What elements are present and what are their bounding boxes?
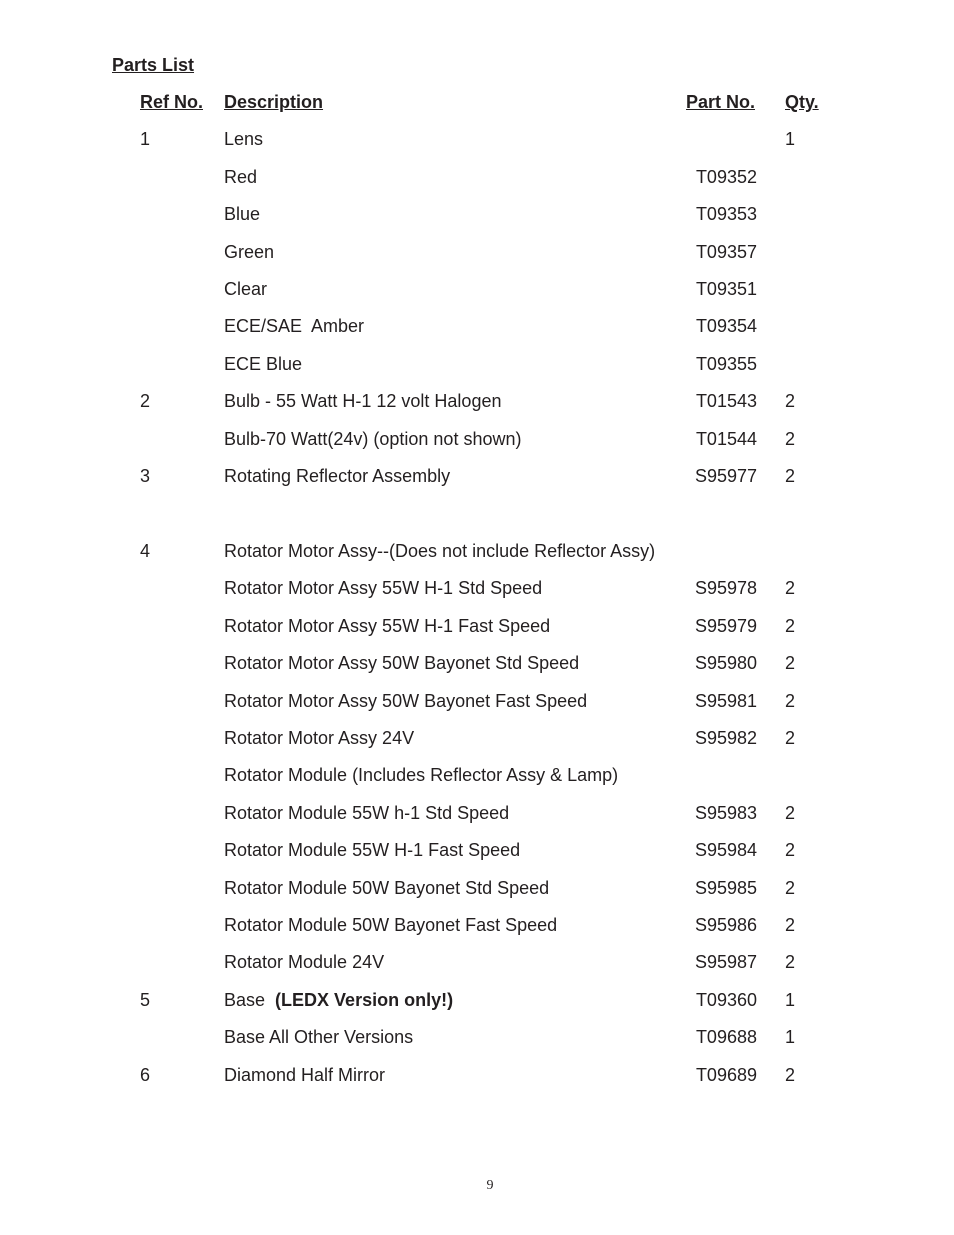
part-no: S95985 bbox=[694, 878, 757, 898]
description: Rotator Module 55W h-1 Std Speed bbox=[224, 803, 510, 823]
table-row bbox=[0, 727, 954, 749]
header-ref-no: Ref No. bbox=[140, 92, 203, 112]
ref-no: 6 bbox=[140, 1065, 151, 1085]
qty: 1 bbox=[785, 990, 796, 1010]
qty: 2 bbox=[785, 952, 796, 972]
description: Green bbox=[224, 242, 275, 262]
page-number: 9 bbox=[486, 1178, 494, 1193]
table-row bbox=[0, 914, 954, 936]
description: Rotator Motor Assy 55W H-1 Fast Speed bbox=[224, 616, 551, 636]
table-row bbox=[0, 166, 954, 188]
table-row bbox=[0, 839, 954, 861]
header-description: Description bbox=[224, 92, 324, 112]
part-no: S95980 bbox=[694, 653, 757, 673]
description: Rotator Module (Includes Reflector Assy & Lamp) bbox=[224, 765, 619, 785]
part-no: S95977 bbox=[694, 466, 757, 486]
description: ECE Blue bbox=[224, 354, 303, 374]
table-row bbox=[0, 465, 954, 487]
qty: 2 bbox=[785, 653, 796, 673]
table-row bbox=[0, 540, 954, 562]
table-row bbox=[0, 128, 954, 150]
description: Rotator Module 24V bbox=[224, 952, 385, 972]
description: Rotator Module 50W Bayonet Fast Speed bbox=[224, 915, 558, 935]
description: Diamond Half Mirror bbox=[224, 1065, 386, 1085]
description: Rotator Motor Assy--(Does not include Reflector Assy) bbox=[224, 541, 656, 561]
ref-no: 5 bbox=[140, 990, 151, 1010]
description: Base All Other Versions bbox=[224, 1027, 414, 1047]
part-no: T09353 bbox=[695, 204, 757, 224]
table-row bbox=[0, 353, 954, 375]
part-no: T09352 bbox=[695, 167, 757, 187]
description: Lens bbox=[224, 129, 264, 149]
qty: 2 bbox=[785, 391, 796, 411]
description: Bulb-70 Watt(24v) (option not shown) bbox=[224, 429, 522, 449]
table-row bbox=[0, 690, 954, 712]
part-no: T01544 bbox=[695, 429, 757, 449]
table-row bbox=[0, 241, 954, 263]
qty: 2 bbox=[785, 803, 796, 823]
table-row bbox=[0, 764, 954, 786]
table-row bbox=[0, 1026, 954, 1048]
ref-no: 1 bbox=[140, 129, 151, 149]
table-row bbox=[0, 315, 954, 337]
description: Red bbox=[224, 167, 258, 187]
qty: 1 bbox=[785, 1027, 796, 1047]
qty: 2 bbox=[785, 578, 796, 598]
part-no: T09355 bbox=[695, 354, 757, 374]
table-row bbox=[0, 877, 954, 899]
description: Bulb - 55 Watt H-1 12 volt Halogen bbox=[224, 391, 502, 411]
description: Blue bbox=[224, 204, 261, 224]
description: Rotator Motor Assy 24V bbox=[224, 728, 415, 748]
qty: 2 bbox=[785, 728, 796, 748]
table-row bbox=[0, 615, 954, 637]
version-note: (LEDX Version only!) bbox=[275, 990, 454, 1010]
qty: 2 bbox=[785, 915, 796, 935]
part-no: S95981 bbox=[694, 691, 757, 711]
description: Base bbox=[224, 990, 266, 1010]
table-row bbox=[0, 652, 954, 674]
part-no: S95983 bbox=[694, 803, 757, 823]
part-no: S95979 bbox=[694, 616, 757, 636]
qty: 2 bbox=[785, 1065, 796, 1085]
qty: 1 bbox=[785, 129, 796, 149]
header-qty: Qty. bbox=[785, 92, 819, 112]
part-no: T09357 bbox=[695, 242, 757, 262]
table-row bbox=[0, 951, 954, 973]
description: Rotator Motor Assy 55W H-1 Std Speed bbox=[224, 578, 543, 598]
table-row bbox=[0, 278, 954, 300]
description-cell bbox=[224, 989, 453, 1011]
part-no: S95982 bbox=[694, 728, 757, 748]
table-header-row bbox=[0, 91, 954, 113]
qty: 2 bbox=[785, 691, 796, 711]
part-no: T09688 bbox=[695, 1027, 757, 1047]
table-row bbox=[0, 428, 954, 450]
description: Rotator Module 50W Bayonet Std Speed bbox=[224, 878, 550, 898]
table-row bbox=[0, 203, 954, 225]
header-part-no: Part No. bbox=[686, 92, 756, 112]
qty: 2 bbox=[785, 466, 796, 486]
ref-no: 4 bbox=[140, 541, 151, 561]
part-no: S95987 bbox=[694, 952, 757, 972]
description: Rotator Motor Assy 50W Bayonet Std Speed bbox=[224, 653, 580, 673]
description: Rotator Module 55W H-1 Fast Speed bbox=[224, 840, 521, 860]
part-no: T01543 bbox=[695, 391, 757, 411]
part-no: S95986 bbox=[694, 915, 757, 935]
qty: 2 bbox=[785, 616, 796, 636]
table-row bbox=[0, 989, 954, 1011]
part-no: T09689 bbox=[695, 1065, 757, 1085]
ref-no: 3 bbox=[140, 466, 151, 486]
description: Clear bbox=[224, 279, 268, 299]
page-title: Parts List bbox=[112, 55, 195, 75]
part-no: T09360 bbox=[695, 990, 757, 1010]
part-no: S95984 bbox=[694, 840, 757, 860]
ref-no: 2 bbox=[140, 391, 151, 411]
part-no: T09354 bbox=[695, 316, 757, 336]
qty: 2 bbox=[785, 840, 796, 860]
part-no: S95978 bbox=[694, 578, 757, 598]
description: Rotating Reflector Assembly bbox=[224, 466, 451, 486]
table-row bbox=[0, 802, 954, 824]
part-no: T09351 bbox=[695, 279, 757, 299]
table-row bbox=[0, 1064, 954, 1086]
table-row bbox=[0, 577, 954, 599]
description: Rotator Motor Assy 50W Bayonet Fast Speed bbox=[224, 691, 588, 711]
description: ECE/SAE Amber bbox=[224, 316, 365, 336]
qty: 2 bbox=[785, 429, 796, 449]
table-row bbox=[0, 390, 954, 412]
qty: 2 bbox=[785, 878, 796, 898]
